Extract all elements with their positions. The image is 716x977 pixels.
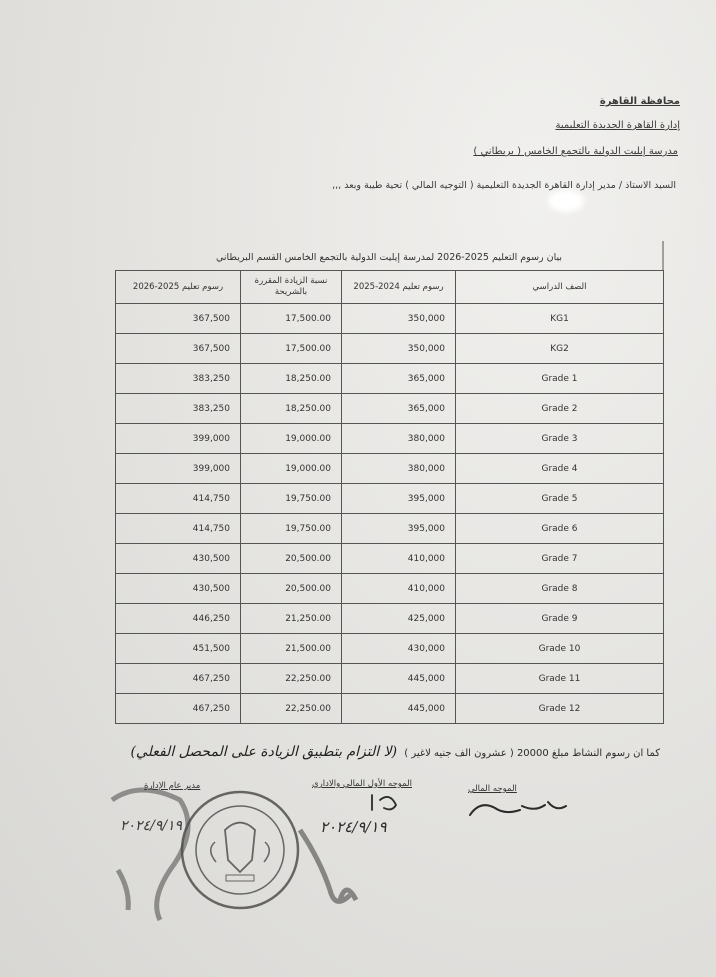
cell-grade: Grade 10 bbox=[456, 634, 664, 664]
cell-increase: 19,750.00 bbox=[241, 514, 342, 544]
first-inspector-label: الموجه الأول المالي والاداري bbox=[312, 779, 413, 789]
salutation-line: السيد الاستاذ / مدير إدارة القاهرة الجديدة التعليمية ( التوجيه المالي ) تحية طيبة وبعد ,,, bbox=[332, 180, 676, 191]
cell-fees-2024: 380,000 bbox=[342, 424, 456, 454]
cell-fees-2024: 445,000 bbox=[342, 664, 456, 694]
header-fees-2025: رسوم تعليم 2025-2026 bbox=[116, 271, 241, 304]
cell-grade: Grade 7 bbox=[456, 544, 664, 574]
financial-inspector-label: الموجه المالي bbox=[468, 784, 517, 794]
director-date: ٢٠٢٤/٩/١٩ bbox=[120, 818, 183, 834]
cell-increase: 19,000.00 bbox=[241, 454, 342, 484]
school-heading: مدرسة إيليت الدولية بالتجمع الخامس ( بريطاني ) bbox=[473, 146, 678, 157]
cell-grade: Grade 6 bbox=[456, 514, 664, 544]
cell-increase: 21,250.00 bbox=[241, 604, 342, 634]
cell-grade: Grade 4 bbox=[456, 454, 664, 484]
cell-increase: 20,500.00 bbox=[241, 574, 342, 604]
cell-grade: Grade 5 bbox=[456, 484, 664, 514]
cell-increase: 18,250.00 bbox=[241, 394, 342, 424]
cell-fees-2024: 425,000 bbox=[342, 604, 456, 634]
cell-increase: 17,500.00 bbox=[241, 304, 342, 334]
cell-grade: Grade 3 bbox=[456, 424, 664, 454]
cell-increase: 19,000.00 bbox=[241, 424, 342, 454]
cell-fees-2024: 350,000 bbox=[342, 304, 456, 334]
cell-fees-2025: 367,500 bbox=[116, 304, 241, 334]
cell-fees-2024: 395,000 bbox=[342, 514, 456, 544]
cell-increase: 20,500.00 bbox=[241, 544, 342, 574]
note-printed: كما ان رسوم النشاط مبلغ 20000 ( عشرون الف جنيه لاغير ) bbox=[404, 748, 660, 759]
cell-fees-2025: 399,000 bbox=[116, 424, 241, 454]
cell-fees-2025: 430,500 bbox=[116, 544, 241, 574]
cell-grade: Grade 2 bbox=[456, 394, 664, 424]
cell-fees-2025: 451,500 bbox=[116, 634, 241, 664]
table-title: بيان رسوم التعليم 2025-2026 لمدرسة إيليت الدولية بالتجمع الخامس القسم البريطاني bbox=[215, 252, 563, 263]
cell-fees-2024: 380,000 bbox=[342, 454, 456, 484]
cell-fees-2024: 430,000 bbox=[342, 634, 456, 664]
cell-increase: 22,250.00 bbox=[241, 664, 342, 694]
director-label: مدير عام الإدارة bbox=[144, 781, 201, 791]
financial-inspector-signature bbox=[470, 802, 566, 815]
cell-grade: KG2 bbox=[456, 334, 664, 364]
cell-fees-2025: 467,250 bbox=[116, 664, 241, 694]
header-fees-2024: رسوم تعليم 2024-2025 bbox=[342, 271, 456, 304]
cell-increase: 19,750.00 bbox=[241, 484, 342, 514]
cell-fees-2025: 367,500 bbox=[116, 334, 241, 364]
cell-grade: Grade 11 bbox=[456, 664, 664, 694]
official-stamp bbox=[182, 792, 298, 908]
note-handwritten: (لا التزام بتطبيق الزيادة على المحصل الفعلي) bbox=[130, 744, 398, 760]
first-inspector-signature bbox=[372, 795, 396, 810]
cell-fees-2025: 399,000 bbox=[116, 454, 241, 484]
cell-fees-2024: 350,000 bbox=[342, 334, 456, 364]
cell-grade: Grade 8 bbox=[456, 574, 664, 604]
cell-fees-2025: 383,250 bbox=[116, 364, 241, 394]
cell-fees-2024: 395,000 bbox=[342, 484, 456, 514]
cell-fees-2025: 414,750 bbox=[116, 514, 241, 544]
cell-fees-2025: 414,750 bbox=[116, 484, 241, 514]
cell-fees-2025: 430,500 bbox=[116, 574, 241, 604]
cell-fees-2024: 365,000 bbox=[342, 394, 456, 424]
directorate-heading: إدارة القاهرة الجديدة التعليمية bbox=[555, 120, 680, 131]
cell-increase: 22,250.00 bbox=[241, 694, 342, 724]
cell-increase: 17,500.00 bbox=[241, 334, 342, 364]
header-increase: نسبة الزيادة المقررة بالشريحة bbox=[241, 271, 342, 304]
cell-grade: KG1 bbox=[456, 304, 664, 334]
cell-fees-2024: 410,000 bbox=[342, 544, 456, 574]
cell-fees-2024: 445,000 bbox=[342, 694, 456, 724]
stamp-smudge-right bbox=[300, 830, 356, 901]
cell-fees-2024: 365,000 bbox=[342, 364, 456, 394]
cell-grade: Grade 12 bbox=[456, 694, 664, 724]
cell-grade: Grade 1 bbox=[456, 364, 664, 394]
cell-fees-2025: 467,250 bbox=[116, 694, 241, 724]
header-grade: الصف الدراسي bbox=[456, 271, 664, 304]
stamp-smudge-left bbox=[112, 790, 188, 920]
governorate-heading: محافظة القاهرة bbox=[599, 96, 680, 107]
cell-fees-2024: 410,000 bbox=[342, 574, 456, 604]
cell-fees-2025: 446,250 bbox=[116, 604, 241, 634]
cell-fees-2025: 383,250 bbox=[116, 394, 241, 424]
cell-increase: 21,500.00 bbox=[241, 634, 342, 664]
cell-increase: 18,250.00 bbox=[241, 364, 342, 394]
first-inspector-date: ٢٠٢٤/٩/١٩ bbox=[320, 818, 387, 836]
cell-grade: Grade 9 bbox=[456, 604, 664, 634]
